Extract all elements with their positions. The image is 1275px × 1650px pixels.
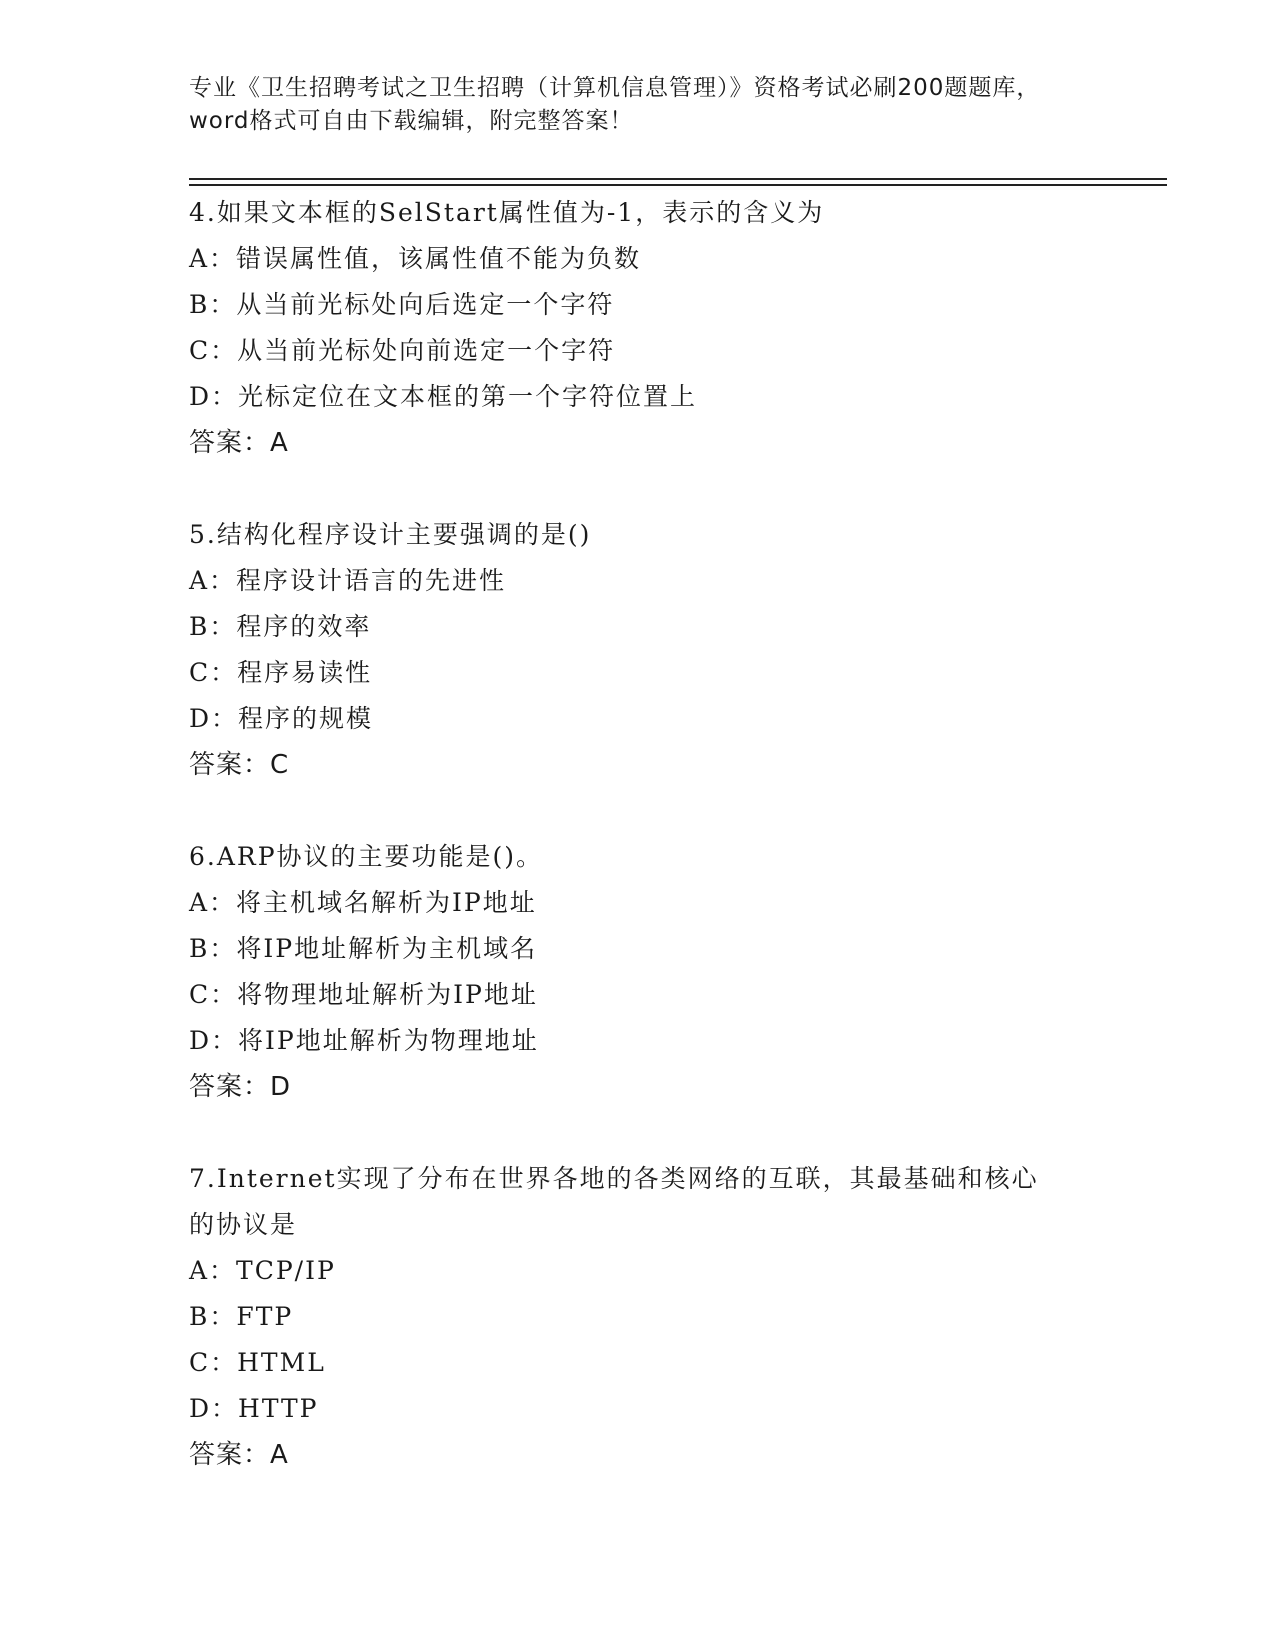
question-stem: 6.ARP协议的主要功能是()。 — [189, 842, 544, 871]
question-7 — [189, 1156, 1089, 1478]
answer: 答案：A — [189, 1440, 289, 1470]
question-4 — [189, 190, 1089, 466]
question-list — [189, 190, 1089, 1478]
answer: 答案：A — [189, 428, 289, 458]
answer: 答案：C — [189, 750, 290, 780]
question-stem: 5.结构化程序设计主要强调的是() — [189, 520, 592, 549]
question-stem: 4.如果文本框的SelStart属性值为-1，表示的含义为 — [189, 198, 825, 227]
option-c: C：HTML — [189, 1348, 326, 1377]
option-d: D：程序的规模 — [189, 704, 374, 733]
question-5 — [189, 512, 1089, 788]
option-b: B：将IP地址解析为主机域名 — [189, 934, 538, 963]
question-6 — [189, 834, 1089, 1110]
question-spacer — [189, 466, 1089, 512]
header-line-1: 专业《卫生招聘考试之卫生招聘（计算机信息管理）》资格考试必刷200题题库， — [189, 75, 1041, 101]
option-a: A：TCP/IP — [189, 1256, 336, 1285]
option-a: A：程序设计语言的先进性 — [189, 566, 507, 595]
option-a: A：将主机域名解析为IP地址 — [189, 888, 537, 917]
question-spacer — [189, 788, 1089, 834]
option-c: C：程序易读性 — [189, 658, 373, 687]
header-line-2: word格式可自由下载编辑，附完整答案！ — [189, 108, 634, 134]
option-d: D：光标定位在文本框的第一个字符位置上 — [189, 382, 698, 411]
option-c: C：从当前光标处向前选定一个字符 — [189, 336, 616, 365]
option-b: B：程序的效率 — [189, 612, 372, 641]
option-c: C：将物理地址解析为IP地址 — [189, 980, 538, 1009]
option-d: D：将IP地址解析为物理地址 — [189, 1026, 539, 1055]
option-b: B：从当前光标处向后选定一个字符 — [189, 290, 615, 319]
header-divider-top — [189, 178, 1167, 180]
answer: 答案：D — [189, 1072, 292, 1102]
option-a: A：错误属性值，该属性值不能为负数 — [189, 244, 642, 273]
document-header — [189, 72, 1089, 138]
option-b: B：FTP — [189, 1302, 294, 1331]
option-d: D：HTTP — [189, 1394, 319, 1423]
question-spacer — [189, 1110, 1089, 1156]
question-stem: 7.Internet实现了分布在世界各地的各类网络的互联，其最基础和核心的协议是 — [189, 1164, 1039, 1239]
header-divider-bottom — [189, 184, 1167, 186]
